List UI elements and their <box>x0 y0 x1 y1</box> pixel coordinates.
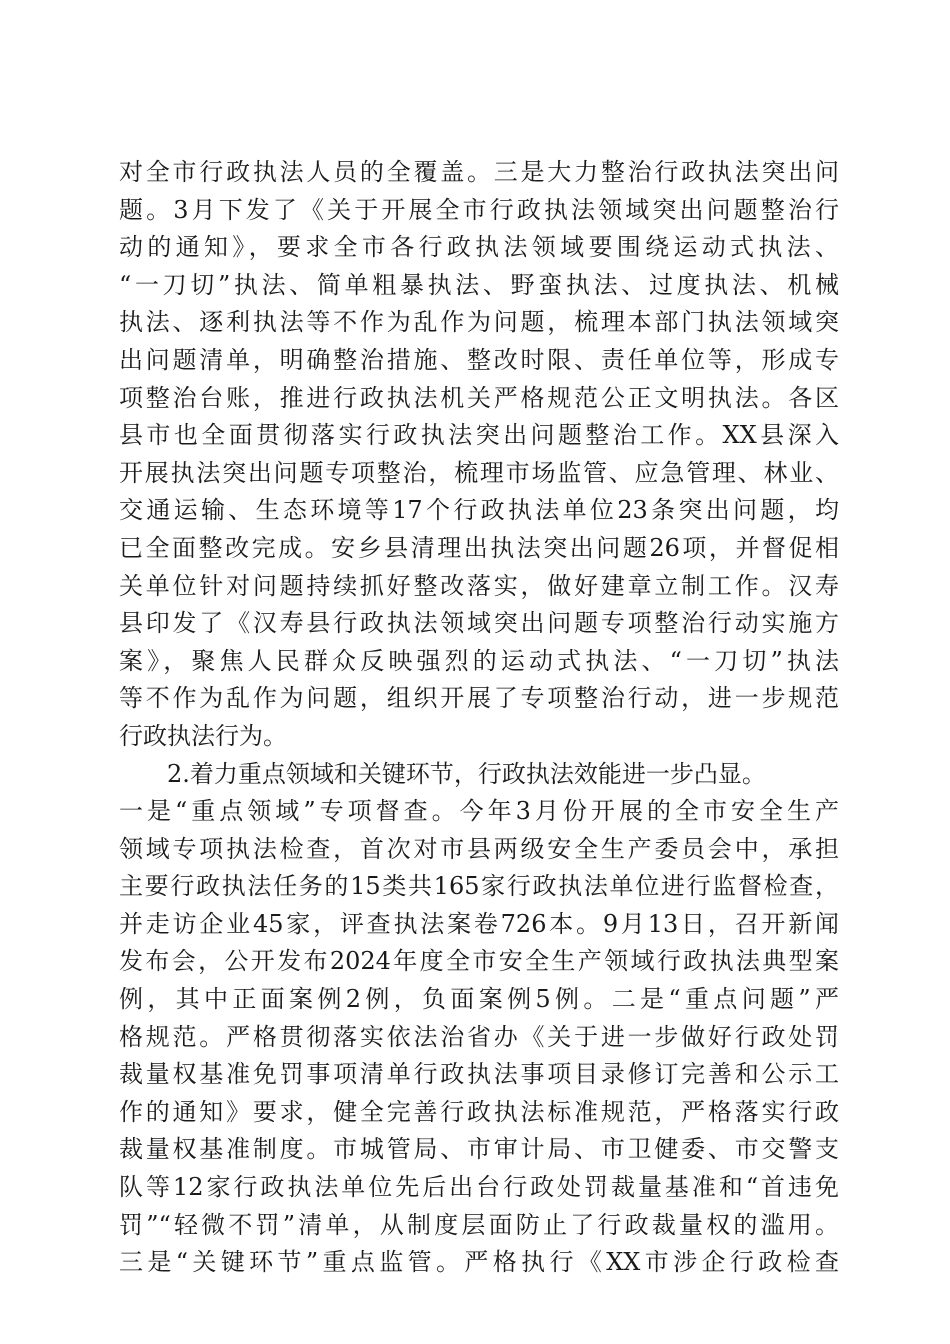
text-line: 行政执法行为。 <box>119 721 287 750</box>
text-line: 执法、逐利执法等不作为乱作为问题，梳理本部门执法领域突 <box>119 308 839 337</box>
text-line: 队等12家行政执法单位先后出台行政处罚裁量基准和“首违免 <box>119 1173 839 1202</box>
text-line: 例，其中正面案例2例，负面案例5例。二是“重点问题”严 <box>119 985 839 1014</box>
text-line: 三是“关键环节”重点监管。严格执行《XX市涉企行政检查 <box>119 1248 839 1277</box>
text-line: 县印发了《汉寿县行政执法领域突出问题专项整治行动实施方 <box>119 609 839 638</box>
text-line: 发布会，公开发布2024年度全市安全生产领域行政执法典型案 <box>119 947 839 976</box>
text-line: 主要行政执法任务的15类共165家行政执法单位进行监督检查， <box>119 872 839 901</box>
paragraph-1 <box>119 154 839 756</box>
paragraph-2 <box>119 756 839 1282</box>
text-line: 对全市行政执法人员的全覆盖。三是大力整治行政执法突出问 <box>119 158 839 186</box>
text-line: 开展执法突出问题专项整治，梳理市场监管、应急管理、林业、 <box>119 458 839 487</box>
document-body <box>119 154 839 1282</box>
text-line: 县市也全面贯彻落实行政执法突出问题整治工作。XX县深入 <box>119 421 839 450</box>
text-line: 已全面整改完成。安乡县清理出执法突出问题26项，并督促相 <box>119 533 839 562</box>
text-line: 出问题清单，明确整治措施、整改时限、责任单位等，形成专 <box>119 345 839 374</box>
text-line: 动的通知》，要求全市各行政执法领域要围绕运动式执法、 <box>119 233 839 262</box>
text-line: 项整治台账，推进行政执法机关严格规范公正文明执法。各区 <box>119 383 839 412</box>
text-line: 关单位针对问题持续抓好整改落实，做好建章立制工作。汉寿 <box>119 571 839 600</box>
text-line: 案》，聚焦人民群众反映强烈的运动式执法、“一刀切”执法 <box>119 646 839 675</box>
text-line: 罚”“轻微不罚”清单，从制度层面防止了行政裁量权的滥用。 <box>119 1210 839 1239</box>
text-line: 交通运输、生态环境等17个行政执法单位23条突出问题，均 <box>119 496 839 525</box>
text-line: 等不作为乱作为问题，组织开展了专项整治行动，进一步规范 <box>119 684 839 713</box>
section-heading-line: 2.着力重点领域和关键环节，行政执法效能进一步凸显。 <box>167 759 766 788</box>
text-line: 作的通知》要求，健全完善行政执法标准规范，严格落实行政 <box>119 1097 839 1126</box>
text-line: 格规范。严格贯彻落实依法治省办《关于进一步做好行政处罚 <box>119 1022 839 1051</box>
text-line: 题。3月下发了《关于开展全市行政执法领域突出问题整治行 <box>119 195 839 224</box>
text-line: 裁量权基准免罚事项清单行政执法事项目录修订完善和公示工 <box>119 1060 839 1089</box>
text-line: 并走访企业45家，评查执法案卷726本。9月13日，召开新闻 <box>119 909 839 938</box>
text-line: 裁量权基准制度。市城管局、市审计局、市卫健委、市交警支 <box>119 1135 839 1164</box>
text-line: “一刀切”执法、简单粗暴执法、野蛮执法、过度执法、机械 <box>119 270 839 299</box>
text-line: 领域专项执法检查，首次对市县两级安全生产委员会中，承担 <box>119 834 839 863</box>
text-line: 一是“重点领域”专项督查。今年3月份开展的全市安全生产 <box>119 797 839 826</box>
